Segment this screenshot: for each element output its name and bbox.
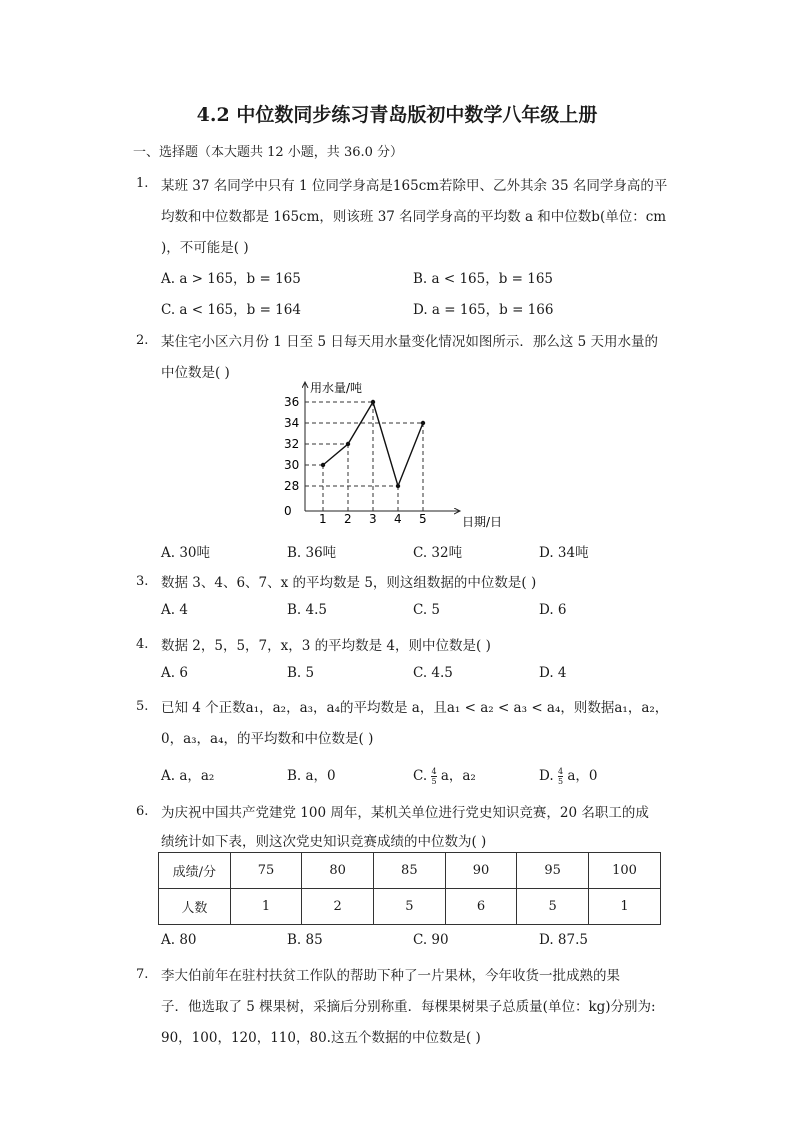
y-tick-label: 0 <box>284 504 292 518</box>
data-point <box>421 421 425 425</box>
option-c[interactable]: C. 5 <box>413 602 441 618</box>
score-table <box>158 852 661 925</box>
question-text: 已知 4 个正数a₁，a₂，a₃，a₄的平均数是 a，且a₁ < a₂ < a₃ < a₄，则数据a₁，a₂， <box>161 700 669 716</box>
table-row <box>159 853 661 889</box>
question-text: 李大伯前年在驻村扶贫工作队的帮助下种了一片果林，今年收货一批成熟的果 <box>161 968 620 984</box>
option-a[interactable]: A. 6 <box>161 665 188 681</box>
x-tick-label: 1 <box>319 512 327 526</box>
table-row <box>159 889 661 925</box>
table-cell: 75 <box>230 853 302 889</box>
question-number: 1. <box>136 176 149 191</box>
table-cell: 1 <box>230 889 302 925</box>
fraction-denominator: 5 <box>557 777 564 786</box>
option-b[interactable]: B. a，0 <box>287 768 336 784</box>
question-text: )，不可能是( ) <box>161 240 249 256</box>
section-heading: 一、选择题（本大题共 12 小题，共 36.0 分） <box>133 145 404 160</box>
table-cell: 成绩/分 <box>159 853 231 889</box>
option-a[interactable]: A. 4 <box>161 602 188 618</box>
table-cell: 85 <box>374 853 446 889</box>
option-d-letter: D. <box>539 768 554 784</box>
water-usage-chart <box>270 376 520 536</box>
y-tick-label: 32 <box>284 437 300 451</box>
question-text: 某班 37 名同学中只有 1 位同学身高是165cm若除甲、乙外其余 35 名同学身高的平 <box>161 178 668 194</box>
option-b[interactable]: B. 4.5 <box>287 602 327 618</box>
option-c[interactable]: C. a < 165，b = 164 <box>161 302 301 318</box>
option-c[interactable]: C. 4.5 <box>413 665 453 681</box>
question-number: 4. <box>136 637 149 652</box>
option-d[interactable] <box>539 764 597 786</box>
option-d[interactable]: D. 87.5 <box>539 932 588 948</box>
page-title: 4.2 中位数同步练习青岛版初中数学八年级上册 <box>196 104 598 126</box>
x-axis-label: 日期/日 <box>462 515 503 529</box>
option-c[interactable] <box>413 764 476 786</box>
table-cell: 5 <box>374 889 446 925</box>
question-number: 7. <box>136 967 149 982</box>
x-tick-label: 5 <box>419 512 427 526</box>
option-a[interactable]: A. a > 165，b = 165 <box>161 271 301 287</box>
question-text: 某住宅小区六月份 1 日至 5 日每天用水量变化情况如图所示．那么这 5 天用水量的 <box>161 334 659 350</box>
question-text: 均数和中位数都是 165cm，则该班 37 名同学身高的平均数 a 和中位数b(单位：cm <box>161 209 667 225</box>
question-text: 数据 3、4、6、7、x 的平均数是 5，则这组数据的中位数是( ) <box>161 575 537 591</box>
y-tick-label: 34 <box>284 416 300 430</box>
option-c-text: a，a₂ <box>440 768 476 784</box>
y-axis-label: 用水量/吨 <box>310 381 363 395</box>
option-a[interactable]: A. 80 <box>161 932 197 948</box>
table-cell: 100 <box>588 853 660 889</box>
table-cell: 6 <box>445 889 517 925</box>
table-cell: 2 <box>302 889 374 925</box>
table-cell: 95 <box>517 853 589 889</box>
x-tick-label: 4 <box>394 512 402 526</box>
fraction-numerator: 4 <box>431 767 437 776</box>
option-a[interactable]: A. a，a₂ <box>161 768 215 784</box>
question-text: 子．他选取了 5 棵果树，采摘后分别称重．每棵果树果子总质量(单位：kg)分别为: <box>161 999 656 1015</box>
question-text: 90，100，120，110，80.这五个数据的中位数是( ) <box>161 1030 481 1046</box>
question-text: 数据 2，5，5，7，x，3 的平均数是 4，则中位数是( ) <box>161 638 491 654</box>
option-c[interactable]: C. 32吨 <box>413 545 463 561</box>
option-a[interactable]: A. 30吨 <box>161 545 211 561</box>
option-d[interactable]: D. a = 165，b = 166 <box>413 302 554 318</box>
option-d-text: a，0 <box>567 768 598 784</box>
option-d[interactable]: D. 6 <box>539 602 567 618</box>
table-cell: 90 <box>445 853 517 889</box>
question-text: 为庆祝中国共产党建党 100 周年，某机关单位进行党史知识竞赛，20 名职工的成 <box>161 805 649 821</box>
option-d[interactable]: D. 34吨 <box>539 545 589 561</box>
fraction-numerator: 4 <box>557 767 564 776</box>
fraction <box>558 767 563 786</box>
option-d[interactable]: D. 4 <box>539 665 567 681</box>
table-cell: 80 <box>302 853 374 889</box>
data-point <box>371 400 375 404</box>
question-text: 绩统计如下表，则这次党史知识竞赛成绩的中位数为( ) <box>161 834 487 850</box>
question-number: 6. <box>136 804 149 819</box>
table-cell: 1 <box>588 889 660 925</box>
option-b[interactable]: B. 5 <box>287 665 315 681</box>
fraction <box>431 767 436 786</box>
table-cell: 5 <box>517 889 589 925</box>
y-tick-label: 28 <box>284 479 300 493</box>
data-point <box>396 484 400 488</box>
option-c-letter: C. <box>413 768 428 784</box>
question-text: 中位数是( ) <box>161 365 230 381</box>
y-tick-label: 36 <box>284 395 300 409</box>
question-number: 3. <box>136 574 149 589</box>
question-text: 0，a₃，a₄，的平均数和中位数是( ) <box>161 731 374 747</box>
fraction-denominator: 5 <box>431 777 437 786</box>
option-c[interactable]: C. 90 <box>413 932 449 948</box>
table-cell: 人数 <box>159 889 231 925</box>
question-number: 2. <box>136 333 149 348</box>
data-point <box>321 463 325 467</box>
question-number: 5. <box>136 699 149 714</box>
x-tick-label: 2 <box>344 512 352 526</box>
option-b[interactable]: B. 36吨 <box>287 545 337 561</box>
option-b[interactable]: B. a < 165，b = 165 <box>413 271 554 287</box>
option-b[interactable]: B. 85 <box>287 932 323 948</box>
data-point <box>346 442 350 446</box>
y-tick-label: 30 <box>284 458 300 472</box>
x-tick-label: 3 <box>369 512 377 526</box>
